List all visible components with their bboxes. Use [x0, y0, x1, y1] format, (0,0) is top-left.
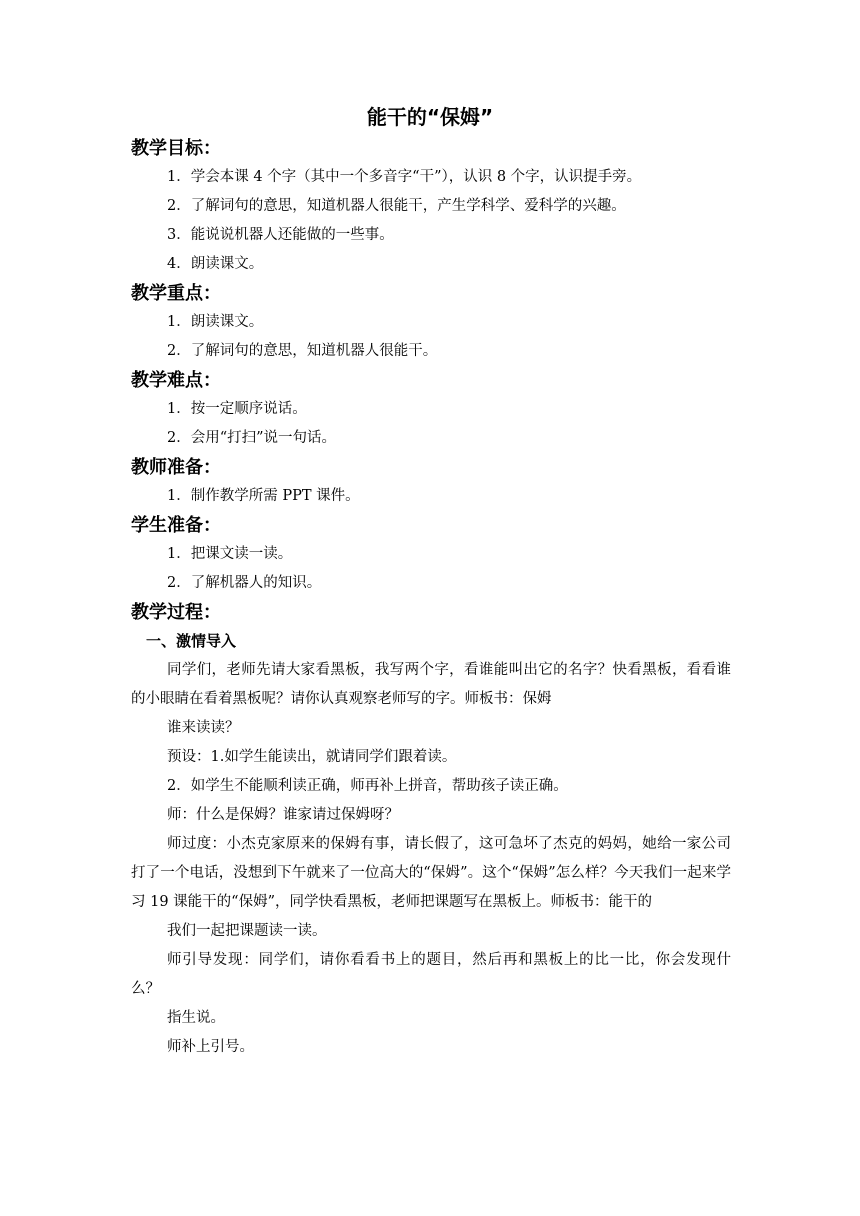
teacher-prep-item: 1．制作教学所需 PPT 课件。	[167, 488, 360, 504]
process-paragraph: 我们一起把课题读一读。	[167, 923, 327, 939]
process-paragraph: 师引导发现：同学们，请你看看书上的题目，然后再和黑板上的比一比，你会发现什么？	[131, 952, 731, 997]
section-heading-goals: 教学目标：	[131, 138, 221, 159]
difficulty-item: 2．会用“打扫”说一句话。	[167, 430, 337, 446]
process-paragraph: 2．如学生不能顺利读正确，师再补上拼音，帮助孩子读正确。	[167, 778, 568, 794]
document-title: 能干的“保姆”	[366, 105, 494, 129]
process-paragraph: 同学们，老师先请大家看黑板，我写两个字，看谁能叫出它的名字？快看黑板，看看谁的小眼睛在看着黑板呢？请你认真观察老师写的字。师板书：保姆	[131, 662, 731, 707]
key-point-item: 2．了解词句的意思，知道机器人很能干。	[167, 343, 438, 359]
process-paragraph: 师：什么是保姆？谁家请过保姆呀？	[167, 807, 399, 823]
process-paragraph: 师补上引号。	[167, 1039, 254, 1055]
difficulty-item: 1．按一定顺序说话。	[167, 401, 307, 417]
goal-item: 2．了解词句的意思，知道机器人很能干，产生学科学、爱科学的兴趣。	[167, 198, 626, 214]
section-heading-key-points: 教学重点：	[131, 283, 221, 304]
process-paragraph: 谁来读读？	[167, 720, 240, 736]
process-paragraph: 师过度：小杰克家原来的保姆有事，请长假了，这可急坏了杰克的妈妈，她给一家公司打了一个电话，没想到下午就来了一位高大的“保姆”。这个“保姆”怎么样？今天我们一起来学习 19 课能干的“保姆”，同学快看黑板，老师把课题写在黑板上。师板书：能干的	[131, 836, 731, 910]
process-subheading: 一、激情导入	[146, 632, 237, 650]
document-page	[131, 100, 731, 1062]
section-heading-difficulties: 教学难点：	[131, 370, 221, 391]
goal-item: 4．朗读课文。	[167, 256, 264, 272]
student-prep-item: 2．了解机器人的知识。	[167, 575, 322, 591]
section-heading-process: 教学过程：	[131, 602, 221, 623]
goal-item: 3．能说说机器人还能做的一些事。	[167, 227, 394, 243]
section-heading-student-prep: 学生准备：	[131, 515, 221, 536]
process-paragraph: 指生说。	[167, 1010, 225, 1026]
section-heading-teacher-prep: 教师准备：	[131, 457, 221, 478]
goal-item: 1．学会本课 4 个字（其中一个多音字“干”），认识 8 个字，认识提手旁。	[167, 169, 642, 185]
student-prep-item: 1．把课文读一读。	[167, 546, 293, 562]
process-paragraph: 预设：1.如学生能读出，就请同学们跟着读。	[167, 749, 457, 765]
key-point-item: 1．朗读课文。	[167, 314, 264, 330]
